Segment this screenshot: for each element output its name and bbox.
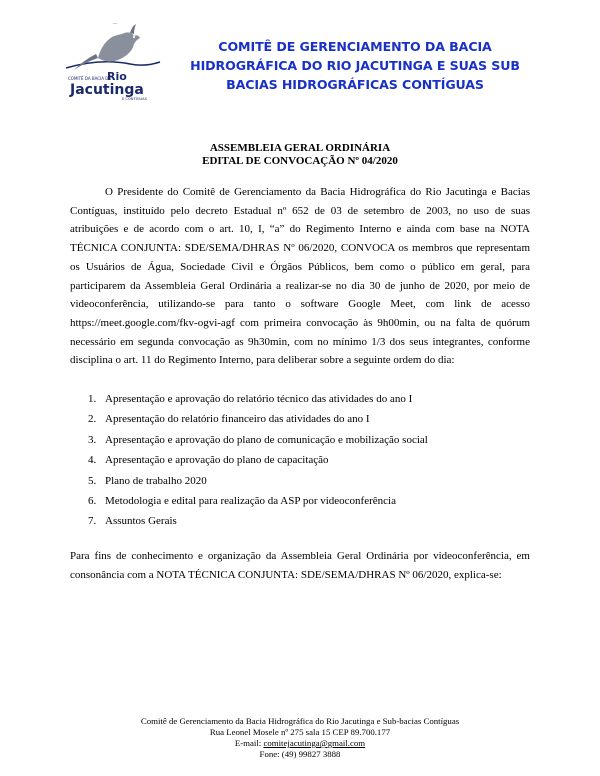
org-title-line-2: HIDROGRÁFICA DO RIO JACUTINGA E SUAS SUB	[190, 58, 520, 73]
logo-top-text: COMITÊ DA BACIA DO	[68, 76, 112, 81]
closing-paragraph: Para fins de conhecimento e organização da Assembleia Geral Ordinária por videoconferência, em consonância com a NOTA TÉCNICA CONJUNTA: SDE/SEMA/DHRAS Nº 06/2020, explica-se:	[70, 550, 530, 581]
agenda-item: 1. Apresentação e aprovação do relatório técnico das atividades do ano I	[88, 393, 413, 405]
agenda-item-text: Apresentação do relatório financeiro das atividades do ano I	[105, 413, 370, 426]
agenda-item: 7. Assuntos Gerais	[88, 515, 177, 528]
footer-email-label: E-mail:	[234, 738, 264, 748]
agenda-list	[70, 389, 530, 532]
org-title-line-3: BACIAS HIDROGRÁFICAS CONTÍGUAS	[226, 77, 484, 92]
notice-title: EDITAL DE CONVOCAÇÃO Nº 04/2020	[202, 155, 398, 167]
email-link[interactable]: comitejacutinga@gmail.com	[263, 738, 366, 748]
agenda-item: 5. Plano de trabalho 2020	[88, 474, 207, 487]
footer-email	[100, 738, 500, 749]
agenda-item-text: Plano de trabalho 2020	[105, 474, 207, 487]
logo-name-text: Jacutinga	[70, 82, 144, 98]
agenda-item: 2. Apresentação do relatório financeiro das atividades do ano I	[88, 413, 370, 426]
committee-logo	[60, 18, 166, 100]
assembly-title: ASSEMBLEIA GERAL ORDINÁRIA	[209, 142, 391, 154]
agenda-item: 6. Metodologia e edital para realização da ASP por videoconferência	[88, 495, 396, 508]
jacutinga-bird-icon	[60, 18, 166, 100]
logo-bottom-text: E CONTÍGUAS	[122, 97, 147, 100]
agenda-item: 4. Apresentação e aprovação do plano de capacitação	[88, 454, 329, 467]
org-title-line-1: COMITÊ DE GERENCIAMENTO DA BACIA	[218, 39, 492, 54]
footer-org-name: Comitê de Gerenciamento da Bacia Hidrográfica do Rio Jacutinga e Sub-bacias Contíguas	[140, 716, 460, 726]
organization-title	[170, 37, 540, 94]
agenda-item-text: Apresentação e aprovação do relatório técnico das atividades do ano I	[105, 393, 413, 405]
agenda-item-text: Apresentação e aprovação do plano de comunicação e mobilização social	[105, 433, 428, 446]
intro-paragraph: O Presidente do Comitê de Gerenciamento da Bacia Hidrográfica do Rio Jacutinga e Bacias Contíguas, instituído pelo decreto Estadual nº 652 de 03 de setembro de 2003, no uso de suas atribuições e de acordo com o art. 10, I, “a” do Regimento Interno e ainda com base na NOTA TÉCNICA CONJUNTA: SDE/SEMA/DHRAS Nº 06/2020, CONVOCA os membros que representam os Usuários de Água, Sociedade Civil e Órgãos Públicos, bem como o público em geral, para participarem da Assembleia Geral Ordinária a realizar-se no dia 30 de junho de 2020, por meio de videoconferência, utilizando-se para tanto o software Google Meet, com link de acesso https://meet.google.com/fkv-ogvi-agf com primeira convocação às 9h00min, ou na falta de quórum necessário em segunda convocação as 9h30min, com no mínimo 1/3 dos seus integrantes, conforme disciplina o art. 11 do Regimento Interno, para deliberar sobre a seguinte ordem do dia:	[70, 186, 530, 367]
agenda-item: 3. Apresentação e aprovação do plano de comunicação e mobilização social	[88, 433, 428, 446]
agenda-item-text: Apresentação e aprovação do plano de capacitação	[105, 454, 329, 467]
agenda-item-text: Assuntos Gerais	[105, 515, 177, 528]
logo-rio-text: Rio	[107, 70, 127, 83]
agenda-item-text: Metodologia e edital para realização da ASP por videoconferência	[105, 495, 396, 508]
footer-phone: Fone: (49) 99827 3888	[259, 749, 341, 759]
footer-address: Rua Leonel Mosele nº 275 sala 15 CEP 89.700.177	[209, 727, 391, 737]
